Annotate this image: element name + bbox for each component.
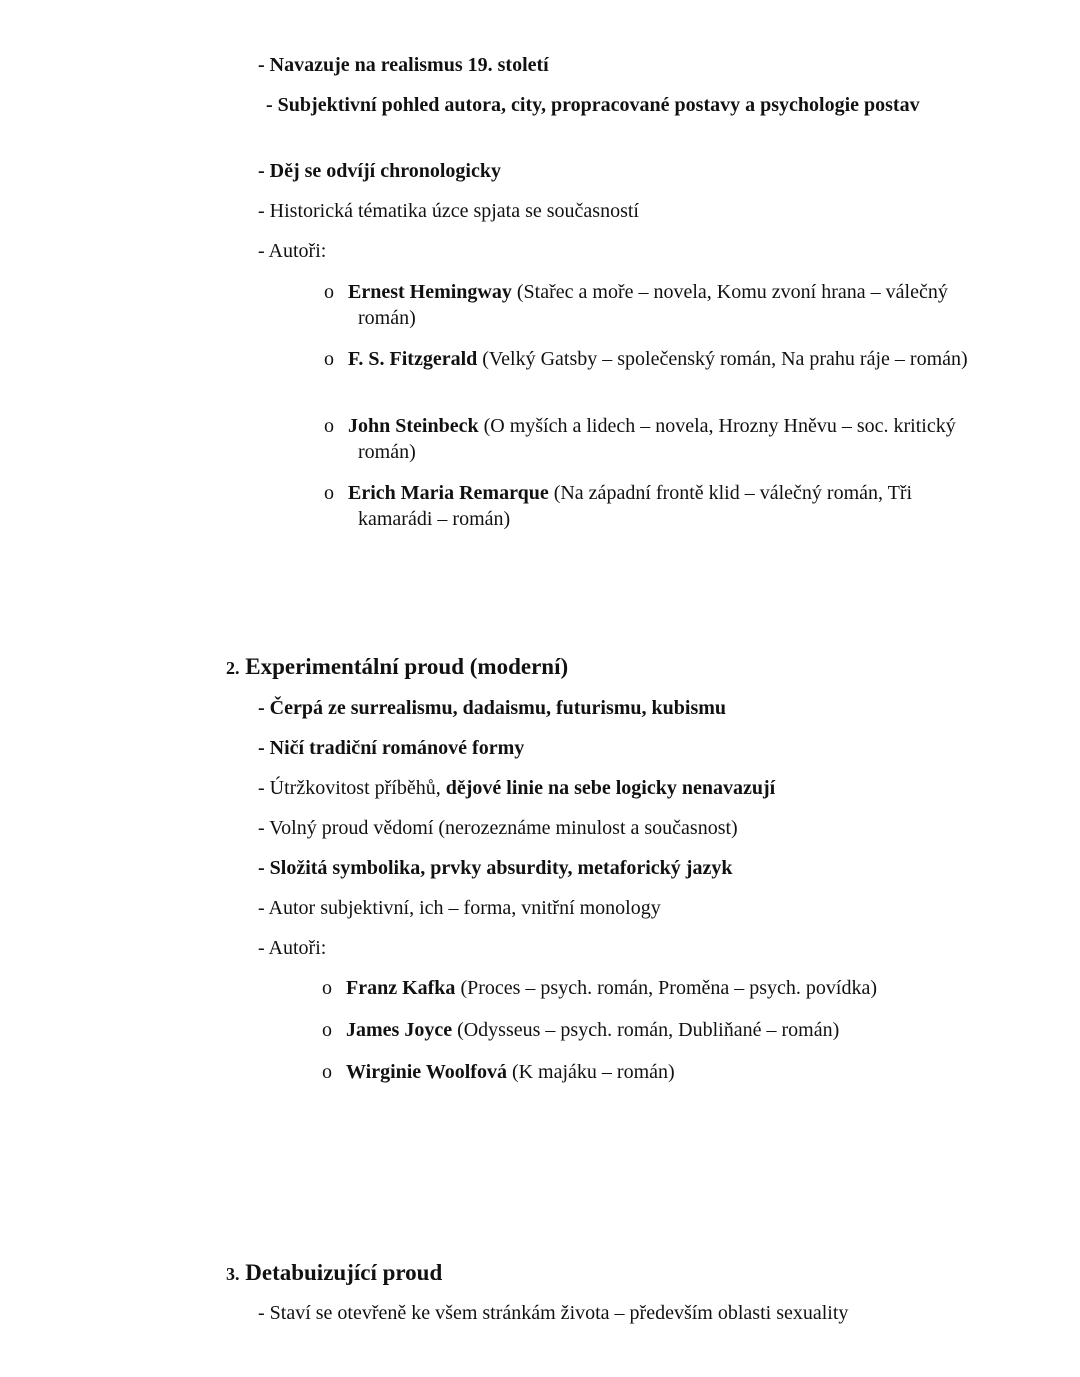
- point-sources: - Čerpá ze surrealismu, dadaismu, futurismu, kubismu: [258, 697, 727, 719]
- bullet-circle-icon: o: [324, 415, 334, 437]
- author-name: Erich Maria Remarque: [348, 482, 549, 504]
- author-works: (Velký Gatsby – společenský román, Na prahu ráje – román): [477, 348, 968, 370]
- author-name: F. S. Fitzgerald: [348, 348, 478, 370]
- point-stream-of-consciousness: - Volný proud vědomí (nerozeznáme minulost a současnost): [258, 817, 738, 839]
- author-item: [324, 413, 988, 465]
- point-ich-form: - Autor subjektivní, ich – forma, vnitřní monology: [258, 897, 661, 919]
- author-item: [324, 279, 988, 331]
- author-name: James Joyce: [346, 1019, 453, 1041]
- point-chronological: - Děj se odvíjí chronologicky: [258, 160, 501, 182]
- author-item: [322, 1059, 952, 1085]
- author-works: (Proces – psych. román, Proměna – psych. povídka): [455, 977, 878, 999]
- author-name: Wirginie Woolfová: [346, 1061, 507, 1083]
- point-destroys-forms: - Ničí tradiční románové formy: [258, 737, 525, 759]
- point-subjective-view: - Subjektivní pohled autora, city, propracované postavy a psychologie postav: [266, 94, 920, 116]
- author-name: Ernest Hemingway: [348, 281, 512, 303]
- point-text-bold: dějové linie na sebe logicky nenavazují: [445, 777, 776, 799]
- author-name: Franz Kafka: [346, 977, 456, 999]
- author-works: (Odysseus – psych. román, Dubliňané – román): [452, 1019, 840, 1041]
- bullet-circle-icon: o: [322, 977, 332, 999]
- section-number: 2.: [226, 658, 240, 678]
- point-historical-themes: - Historická tématika úzce spjata se současností: [258, 200, 639, 222]
- point-authors-label: - Autoři:: [258, 240, 327, 262]
- author-works: (K majáku – román): [506, 1061, 675, 1083]
- section-heading: [226, 654, 568, 681]
- point-fragmentation: [258, 775, 938, 801]
- section-heading: [226, 1260, 442, 1287]
- author-item: [322, 1017, 952, 1043]
- bullet-circle-icon: o: [322, 1019, 332, 1041]
- point-text: - Útržkovitost příběhů,: [258, 777, 446, 799]
- author-item: [322, 975, 952, 1001]
- author-works: (Na západní frontě klid – válečný román, Tři kamarádi – román): [358, 482, 913, 530]
- section-title: Experimentální proud (moderní): [245, 654, 569, 679]
- author-item: [324, 480, 988, 532]
- author-works: (O myších a lidech – novela, Hrozny Hněvu – soc. kritický román): [358, 415, 956, 463]
- bullet-circle-icon: o: [324, 281, 334, 303]
- point-openness: - Staví se otevřeně ke všem stránkám života – především oblasti sexuality: [258, 1302, 849, 1324]
- section-title: Detabuizující proud: [245, 1260, 443, 1285]
- bullet-circle-icon: o: [322, 1061, 332, 1083]
- section-number: 3.: [226, 1264, 240, 1284]
- point-realism: - Navazuje na realismus 19. století: [258, 54, 549, 76]
- author-name: John Steinbeck: [348, 415, 479, 437]
- point-symbolism: - Složitá symbolika, prvky absurdity, metaforický jazyk: [258, 857, 733, 879]
- point-authors-label: - Autoři:: [258, 937, 327, 959]
- author-item: [324, 346, 988, 372]
- bullet-circle-icon: o: [324, 482, 334, 504]
- bullet-circle-icon: o: [324, 348, 334, 370]
- author-works: (Stařec a moře – novela, Komu zvoní hrana – válečný román): [358, 281, 948, 329]
